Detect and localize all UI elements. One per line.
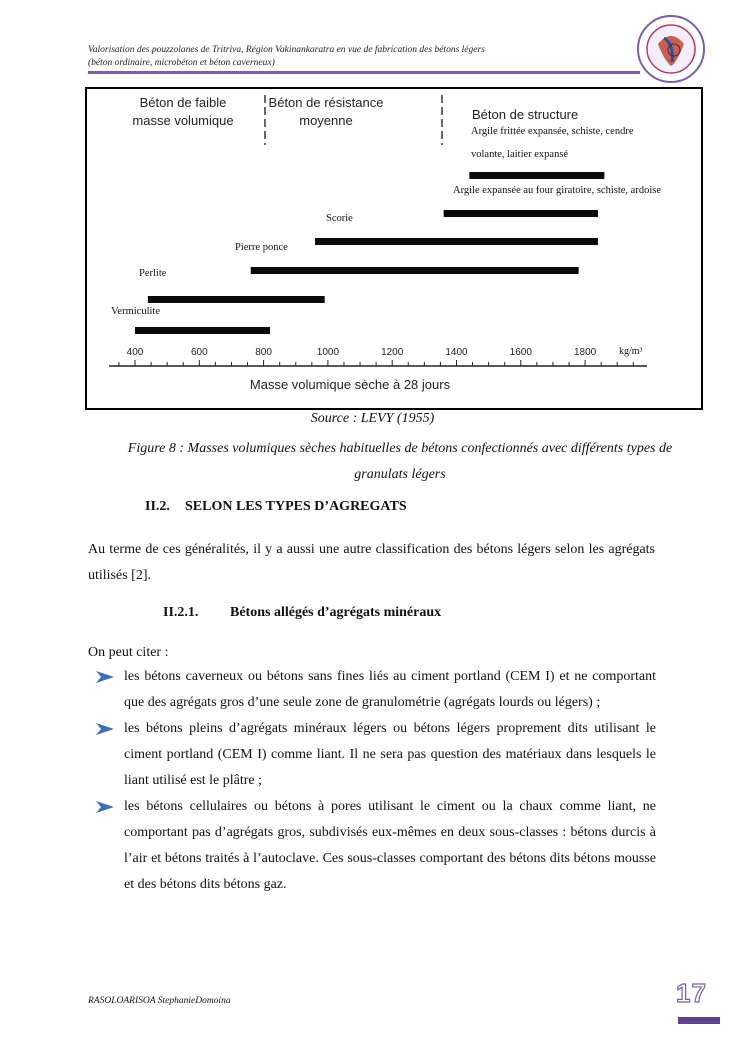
header-rule: [88, 71, 640, 74]
zone-label-line2: masse volumique: [132, 113, 234, 128]
series-label: Pierre ponce: [235, 242, 288, 253]
section-intro: Au terme de ces généralités, il y a aussi une autre classification des bétons légers selon les agrégats utilisés [2].: [88, 542, 655, 583]
arrow-bullet-icon: [96, 801, 114, 813]
footer-author: RASOLOARISOA StephanieDomoina: [88, 996, 231, 1006]
series-label: Scorie: [326, 213, 353, 224]
running-header: [88, 44, 608, 70]
range-bar-5: [469, 172, 604, 179]
arrow-bullet-icon: [96, 723, 114, 735]
subsection-title: Bétons allégés d’agrégats minéraux: [230, 605, 442, 620]
range-bar-4: [444, 210, 598, 217]
subsection-number: II.2.1.: [163, 605, 199, 620]
figure-source: Source : LEVY (1955): [310, 411, 435, 426]
series-label: Vermiculite: [111, 306, 160, 317]
x-tick-label: 1400: [445, 347, 468, 358]
x-axis-title: Masse volumique sèche à 28 jours: [249, 377, 451, 392]
faculty-seal-logo: [636, 14, 706, 84]
series-label-line1: Argile frittée expansée, schiste, cendre: [471, 126, 634, 137]
range-bar-0: [135, 327, 270, 334]
section-heading: [145, 499, 407, 515]
range-bar-chart: [87, 89, 701, 408]
list-item: [96, 664, 656, 716]
series-label: Perlite: [139, 268, 167, 279]
header-line-2: (béton ordinaire, microbéton et béton caverneux): [88, 58, 275, 68]
page-number-bar: [678, 1017, 720, 1024]
x-unit-label: kg/m³: [619, 346, 643, 357]
subsection-lead: On peut citer :: [88, 645, 169, 660]
list-item-text: les bétons cellulaires ou bétons à pores utilisant le ciment ou la chaux comme liant, ne comportant pas d’agrégats gros, subdivisés eux-mêmes en deux sous-classes : bétons durcis à l’air et bétons traités à l’autoclave. Ces sous-classes comportant des bétons dits bétons mousse et des bétons dits bétons gaz.: [124, 799, 656, 892]
x-tick-label: 1800: [573, 347, 597, 358]
zone-label-line2: moyenne: [299, 113, 353, 128]
list-item: [96, 794, 656, 898]
range-bar-1: [148, 296, 325, 303]
section-title: SELON LES TYPES D’AGREGATS: [185, 499, 407, 514]
x-tick-label: 1000: [316, 347, 340, 358]
header-line-1: Valorisation des pouzzolanes de Tritriva, Région Vakinankaratra en vue de fabrication des bétons légers: [88, 45, 485, 55]
zone-label: Béton de faible: [139, 95, 227, 110]
x-tick-label: 1200: [381, 347, 404, 358]
section-number: II.2.: [145, 499, 170, 514]
x-tick-label: 400: [126, 347, 144, 358]
arrow-bullet-icon: [96, 671, 114, 683]
list-item: [96, 716, 656, 794]
page-number: 17: [676, 978, 707, 1008]
x-tick-label: 1600: [509, 347, 532, 358]
series-label: Argile expansée au four giratoire, schiste, ardoise: [453, 185, 661, 196]
figure-caption: Figure 8 : Masses volumiques sèches habituelles de bétons confectionnés avec différents types de granulats légers: [127, 441, 673, 482]
range-bar-2: [251, 267, 579, 274]
x-tick-label: 800: [255, 347, 272, 358]
svg-text:· · · · · · · ·: · · · · · · · ·: [659, 19, 683, 25]
series-label-line2: volante, laitier expansé: [471, 149, 569, 160]
figure-chart: [85, 87, 703, 410]
zone-label: Béton de structure: [472, 107, 579, 122]
bullet-list: [96, 664, 656, 898]
x-tick-label: 600: [190, 347, 208, 358]
subsection-heading: [163, 605, 441, 621]
range-bar-3: [315, 238, 598, 245]
list-item-text: les bétons caverneux ou bétons sans fines liés au ciment portland (CEM I) et ne comportant que des agrégats gros d’une seule zone de granulométrie (agrégats lourds ou légers) ;: [124, 669, 656, 710]
list-item-text: les bétons pleins d’agrégats minéraux légers ou bétons légers proprement dits utilisant le ciment portland (CEM I) comme liant. Il ne sera pas question des matériaux dans lesquels le liant utilisé est le plâtre ;: [124, 721, 656, 788]
zone-label: Béton de résistance: [268, 95, 384, 110]
